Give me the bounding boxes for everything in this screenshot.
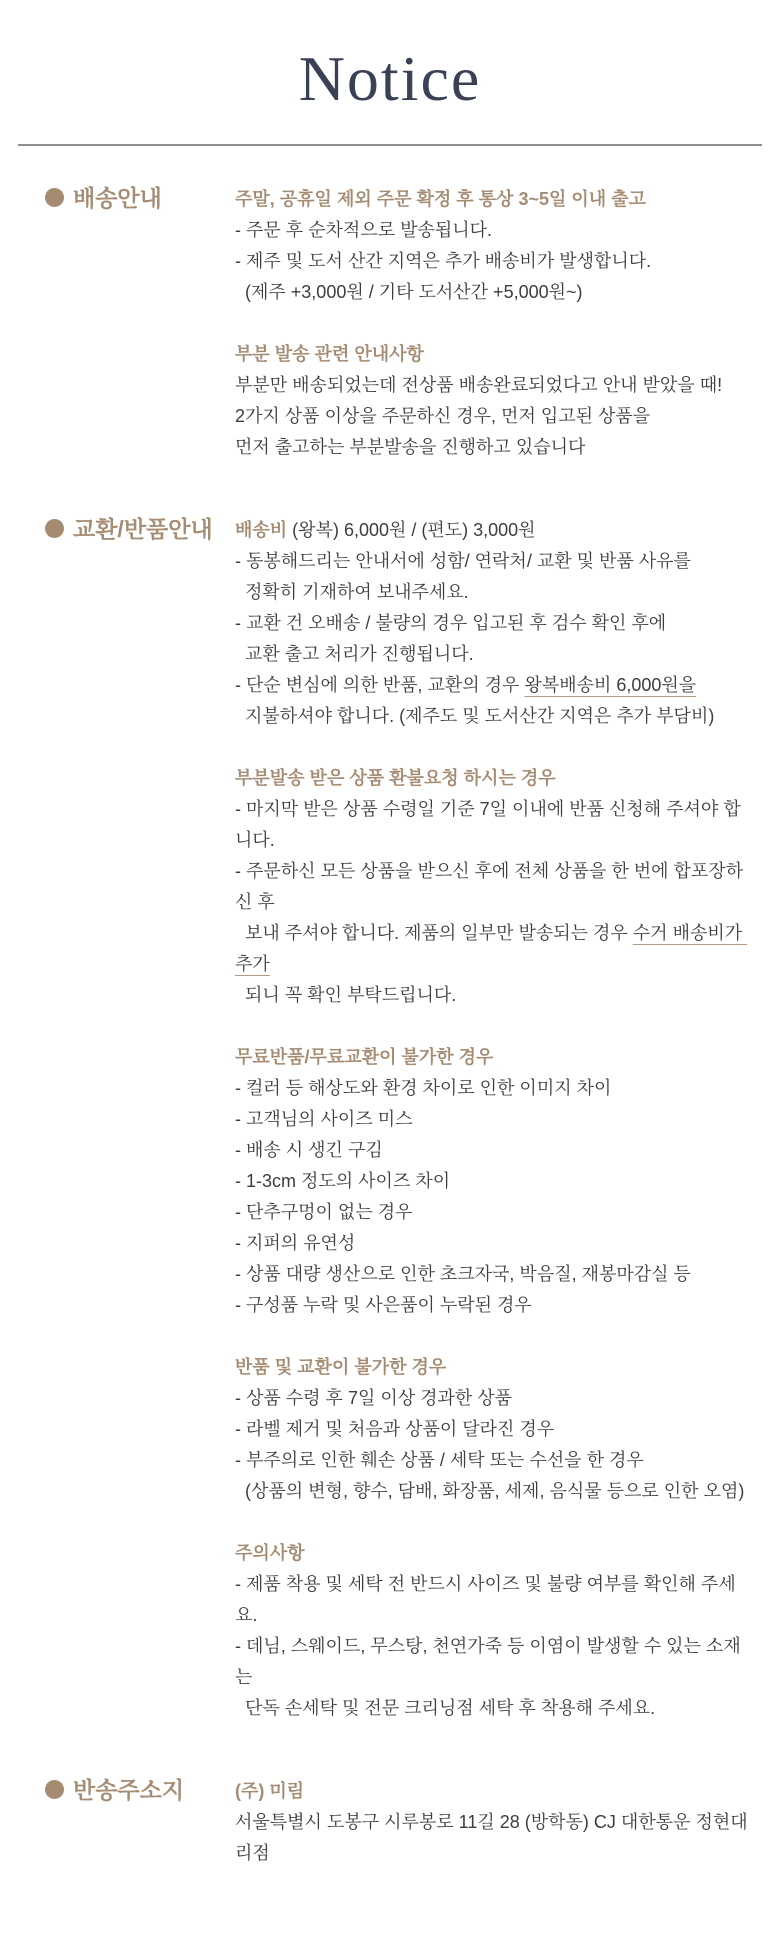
text-line: - 고객님의 사이즈 미스 <box>235 1109 413 1130</box>
bullet-icon <box>45 188 64 207</box>
sections <box>0 146 780 1869</box>
text-line: - 데님, 스웨이드, 무스탕, 천연가죽 등 이염이 발생할 수 있는 소재는 <box>235 1636 741 1688</box>
block-heading: (주) 미림 <box>235 1781 305 1802</box>
text-line: 되니 꼭 확인 부탁드립니다. <box>235 985 457 1006</box>
section-exchange-return-label-col <box>45 515 235 543</box>
underlined-text: 수거 배송비가 추가 <box>235 923 748 975</box>
block-heading-line <box>235 339 752 370</box>
text-line: - 단추구멍이 없는 경우 <box>235 1202 413 1223</box>
underlined-text: 왕복배송비 6,000원을 <box>524 675 697 696</box>
text-line: - 배송 시 생긴 구김 <box>235 1140 383 1161</box>
block-heading: 무료반품/무료교환이 불가한 경우 <box>235 1047 494 1068</box>
text-line: - 부주의로 인한 훼손 상품 / 세탁 또는 수선을 한 경우 <box>235 1450 644 1471</box>
block-heading: 부분 발송 관련 안내사항 <box>235 344 424 365</box>
section-exchange-return-content <box>235 515 752 1724</box>
text-line: - 라벨 제거 및 처음과 상품이 달라진 경우 <box>235 1419 555 1440</box>
text-line: - 지퍼의 유연성 <box>235 1233 356 1254</box>
section-shipping-label-col <box>45 184 235 212</box>
text-line: - 제품 착용 및 세탁 전 반드시 사이즈 및 불량 여부를 확인해 주세요. <box>235 1574 736 1626</box>
text-line: 부분만 배송되었는데 전상품 배송완료되었다고 안내 받았을 때! <box>235 375 723 396</box>
text-line <box>235 918 752 980</box>
block-heading: 배송비 <box>235 520 288 541</box>
text-line: - 상품 대량 생산으로 인한 초크자국, 박음질, 재봉마감실 등 <box>235 1264 691 1285</box>
text-line: 먼저 출고하는 부분발송을 진행하고 있습니다 <box>235 437 586 458</box>
block-heading-line <box>235 184 752 215</box>
text-line: 정확히 기재하여 보내주세요. <box>235 582 469 603</box>
block-heading-line <box>235 1776 752 1807</box>
section-label: 배송안내 <box>73 185 162 212</box>
text-line <box>235 670 752 701</box>
text-line: - 1-3cm 정도의 사이즈 차이 <box>235 1171 451 1192</box>
block-heading-line <box>235 1352 752 1383</box>
section-shipping-content <box>235 184 752 463</box>
section-shipping <box>45 184 752 463</box>
section-return-address-label-col <box>45 1776 235 1804</box>
text-line: - 주문 후 순차적으로 발송됩니다. <box>235 220 493 241</box>
text-line: 단독 손세탁 및 전문 크리닝점 세탁 후 착용해 주세요. <box>235 1698 656 1719</box>
block-heading: 주말, 공휴일 제외 주문 확정 후 통상 3~5일 이내 출고 <box>235 189 646 210</box>
text-line: 교환 출고 처리가 진행됩니다. <box>235 644 474 665</box>
text-line: 2가지 상품 이상을 주문하신 경우, 먼저 입고된 상품을 <box>235 406 651 427</box>
content-block <box>235 184 752 308</box>
text-line: (상품의 변형, 향수, 담배, 화장품, 세제, 음식물 등으로 인한 오염) <box>235 1481 745 1502</box>
content-block <box>235 515 752 732</box>
block-heading-suffix: (왕복) 6,000원 / (편도) 3,000원 <box>287 520 536 541</box>
text-line: - 교환 건 오배송 / 불량의 경우 입고된 후 검수 확인 후에 <box>235 613 667 634</box>
text-line: - 구성품 누락 및 사은품이 누락된 경우 <box>235 1295 532 1316</box>
content-block <box>235 1776 752 1869</box>
text-line: - 동봉해드리는 안내서에 성함/ 연락처/ 교환 및 반품 사유를 <box>235 551 691 572</box>
content-block <box>235 1352 752 1507</box>
section-label: 교환/반품안내 <box>73 516 213 543</box>
section-return-address <box>45 1776 752 1869</box>
bullet-icon <box>45 1780 64 1799</box>
notice-page <box>0 44 780 1959</box>
block-heading-line <box>235 763 752 794</box>
block-heading: 주의사항 <box>235 1543 305 1564</box>
section-exchange-return <box>45 515 752 1724</box>
block-heading-line <box>235 1538 752 1569</box>
content-block <box>235 1042 752 1321</box>
text-segment: - 단순 변심에 의한 반품, 교환의 경우 <box>235 675 525 696</box>
text-line: (제주 +3,000원 / 기타 도서산간 +5,000원~) <box>235 282 583 303</box>
text-line: 서울특별시 도봉구 시루봉로 11길 28 (방학동) CJ 대한통운 정현대리점 <box>235 1812 748 1864</box>
text-line: - 마지막 받은 상품 수령일 기준 7일 이내에 반품 신청해 주셔야 합니다. <box>235 799 741 851</box>
section-return-address-content <box>235 1776 752 1869</box>
block-heading-line <box>235 1042 752 1073</box>
text-line: - 컬러 등 해상도와 환경 차이로 인한 이미지 차이 <box>235 1078 612 1099</box>
content-block <box>235 763 752 1011</box>
content-block <box>235 339 752 463</box>
text-line: - 주문하신 모든 상품을 받으신 후에 전체 상품을 한 번에 합포장하신 후 <box>235 861 744 913</box>
bullet-icon <box>45 519 64 538</box>
block-heading-line <box>235 515 752 546</box>
content-block <box>235 1538 752 1724</box>
section-label: 반송주소지 <box>73 1777 185 1804</box>
text-segment: 보내 주셔야 합니다. 제품의 일부만 발송되는 경우 <box>235 923 633 944</box>
page-title: Notice <box>298 43 482 114</box>
text-line: - 상품 수령 후 7일 이상 경과한 상품 <box>235 1388 513 1409</box>
block-heading: 부분발송 받은 상품 환불요청 하시는 경우 <box>235 768 556 789</box>
text-line: 지불하셔야 합니다. (제주도 및 도서산간 지역은 추가 부담비) <box>235 706 715 727</box>
text-line: - 제주 및 도서 산간 지역은 추가 배송비가 발생합니다. <box>235 251 652 272</box>
block-heading: 반품 및 교환이 불가한 경우 <box>235 1357 447 1378</box>
